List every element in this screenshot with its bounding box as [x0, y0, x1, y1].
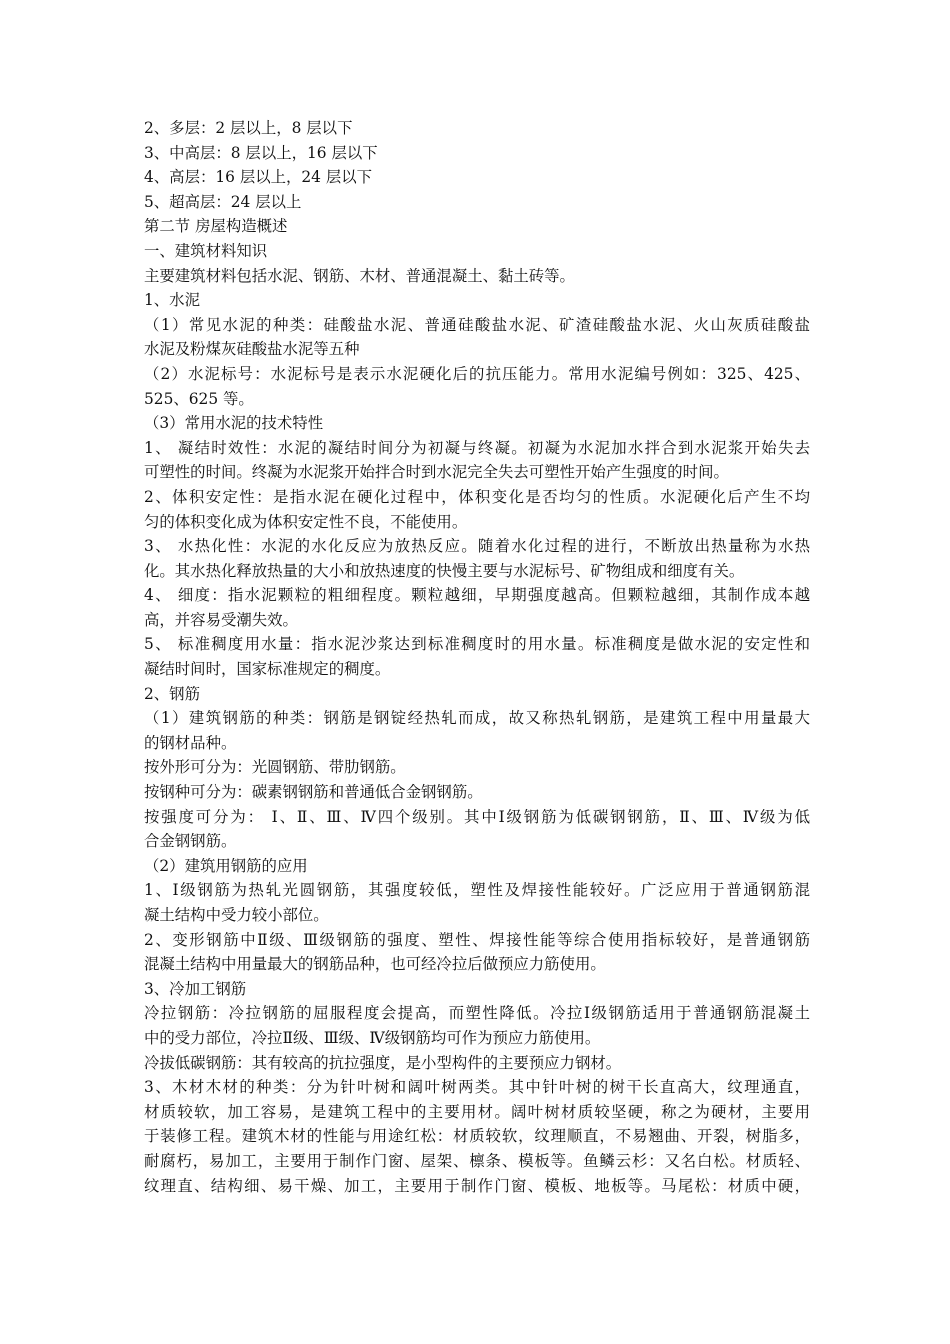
text-line: 冷拔低碳钢筋：其有较高的抗拉强度，是小型构件的主要预应力钢材。 — [144, 1053, 622, 1072]
text-line: 2、多层：2 层以上，8 层以下 — [144, 119, 353, 137]
text-line: 按钢种可分为：碳素钢钢筋和普通低合金钢钢筋。 — [144, 783, 483, 802]
text-line: 5、 标准稠度用水量：指水泥沙浆达到标准稠度时的用水量。标准稠度是做水泥的安定性和 — [144, 635, 810, 654]
text-line: 于装修工程。建筑木材的性能与用途红松：材质较软，纹理顺直，不易翘曲、开裂，树脂多， — [144, 1127, 810, 1146]
text-line: 混凝土结构中用量最大的钢筋品种，也可经冷拉后做预应力筋使用。 — [144, 955, 606, 974]
text-line: 纹理直、结构细、易干燥、加工，主要用于制作门窗、模板、地板等。马尾松：材质中硬， — [144, 1176, 810, 1195]
text-line: 525、625 等。 — [144, 389, 254, 408]
text-line: 3、 水热化性：水泥的水化反应为放热反应。随着水化过程的进行，不断放出热量称为水热 — [144, 537, 810, 556]
text-line: 可塑性的时间。终凝为水泥浆开始拌合时到水泥完全失去可塑性开始产生强度的时间。 — [144, 463, 729, 482]
text-line: 主要建筑材料包括水泥、钢筋、木材、普通混凝土、黏土砖等。 — [144, 266, 575, 285]
text-line: （3）常用水泥的技术特性 — [144, 414, 324, 433]
text-line: 4、高层：16 层以上，24 层以下 — [144, 168, 373, 187]
text-line: 凝土结构中受力较小部位。 — [144, 906, 329, 924]
text-line: 合金钢钢筋。 — [144, 832, 237, 851]
text-line: 凝结时间时，国家标准规定的稠度。 — [144, 660, 391, 679]
text-line: 1、水泥 — [144, 291, 200, 310]
document-page — [144, 116, 810, 1198]
text-line: 2、变形钢筋中Ⅱ级、Ⅲ级钢筋的强度、塑性、焊接性能等综合使用指标较好，是普通钢筋 — [144, 930, 810, 949]
text-line: 2、体积安定性：是指水泥在硬化过程中，体积变化是否均匀的性质。水泥硬化后产生不均 — [144, 487, 810, 506]
text-line: 按强度可分为： Ⅰ、Ⅱ、Ⅲ、Ⅳ四个级别。其中Ⅰ级钢筋为低碳钢钢筋，Ⅱ、Ⅲ、Ⅳ级为低 — [144, 807, 810, 826]
text-line: 化。其水热化释放热量的大小和放热速度的快慢主要与水泥标号、矿物组成和细度有关。 — [144, 561, 745, 580]
text-line: 1、Ⅰ级钢筋为热轧光圆钢筋，其强度较低，塑性及焊接性能较好。广泛应用于普通钢筋混 — [144, 881, 810, 900]
text-line: 高，并容易受潮失效。 — [144, 610, 298, 629]
text-line: 3、冷加工钢筋 — [144, 979, 247, 998]
text-line: 5、超高层：24 层以上 — [144, 192, 302, 211]
text-line: 冷拉钢筋：冷拉钢筋的屈服程度会提高，而塑性降低。冷拉Ⅰ级钢筋适用于普通钢筋混凝土 — [144, 1004, 810, 1023]
text-line: 1、 凝结时效性：水泥的凝结时间分为初凝与终凝。初凝为水泥加水拌合到水泥浆开始失去 — [144, 438, 810, 457]
text-line: （2）水泥标号：水泥标号是表示水泥硬化后的抗压能力。常用水泥编号例如：325、425、 — [144, 364, 810, 383]
text-line: 一、建筑材料知识 — [144, 241, 268, 260]
text-line: 的钢材品种。 — [144, 733, 237, 752]
text-line: 水泥及粉煤灰硅酸盐水泥等五种 — [144, 340, 360, 359]
text-line: 匀的体积变化成为体积安定性不良，不能使用。 — [144, 512, 468, 531]
text-line: 第二节 房屋构造概述 — [144, 217, 288, 236]
text-line: 按外形可分为：光圆钢筋、带肋钢筋。 — [144, 758, 406, 777]
text-line: 耐腐朽，易加工，主要用于制作门窗、屋架、檩条、模板等。鱼鳞云杉：又名白松。材质轻、 — [144, 1151, 810, 1170]
text-line: 3、木材木材的种类：分为针叶树和阔叶树两类。其中针叶树的树干长直高大，纹理通直， — [144, 1078, 810, 1097]
text-line: 材质较软，加工容易，是建筑工程中的主要用材。阔叶树材质较坚硬，称之为硬材，主要用 — [144, 1102, 810, 1121]
text-line: 3、中高层：8 层以上，16 层以下 — [144, 143, 378, 162]
text-line: 4、 细度：指水泥颗粒的粗细程度。颗粒越细，早期强度越高。但颗粒越细，其制作成本越 — [144, 586, 810, 605]
text-line: （1）建筑钢筋的种类：钢筋是钢锭经热轧而成，故又称热轧钢筋，是建筑工程中用量最大 — [144, 709, 810, 728]
text-line: （1）常见水泥的种类：硅酸盐水泥、普通硅酸盐水泥、矿渣硅酸盐水泥、火山灰质硅酸盐 — [144, 315, 810, 334]
text-line: 中的受力部位，冷拉Ⅱ级、Ⅲ级、Ⅳ级钢筋均可作为预应力筋使用。 — [144, 1028, 601, 1047]
text-line: （2）建筑用钢筋的应用 — [144, 856, 308, 875]
text-line: 2、钢筋 — [144, 684, 200, 703]
